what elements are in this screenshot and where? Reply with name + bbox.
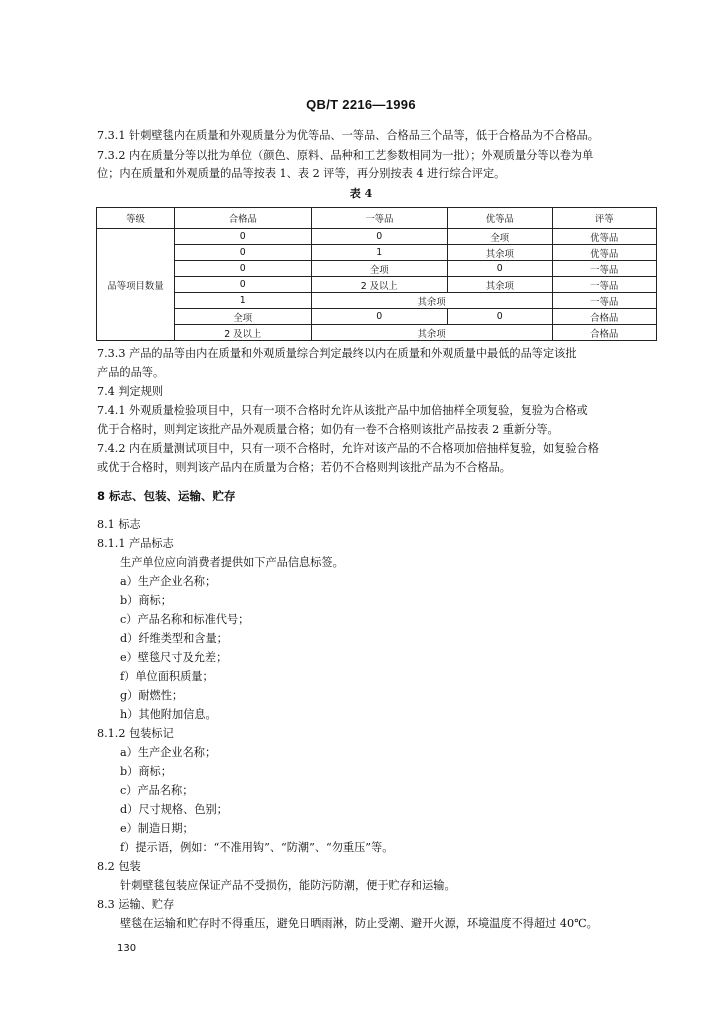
grade-cell: 一等品 <box>552 277 657 293</box>
table-cell: 全项 <box>448 229 552 245</box>
table-cell: 0 <box>175 245 312 261</box>
list-item: f）单位面积质量； <box>120 670 214 683</box>
list-item: a）生产企业名称； <box>120 575 217 588</box>
table-cell: 0 <box>311 229 448 245</box>
table-row <box>97 309 657 325</box>
table-cell: 其余项 <box>448 245 552 261</box>
row-label-cell: 品等项目数量 <box>97 229 175 341</box>
table-row <box>97 261 657 277</box>
clause-7-4-1-line1: 7.4.1 外观质量检验项目中，只有一项不合格时允许从该批产品中加倍抽样全项复验，复验为合格或 <box>97 404 588 417</box>
merged-cell: 其余项 <box>311 293 552 309</box>
grade-cell: 合格品 <box>552 325 657 341</box>
clause-7-4-2-line1: 7.4.2 内在质量测试项目中，只有一项不合格时，允许对该产品的不合格项加倍抽样复验，如复验合格 <box>97 442 599 455</box>
table-cell: 0 <box>448 309 552 325</box>
grading-table <box>96 207 657 341</box>
table-cell: 全项 <box>175 309 312 325</box>
table-cell: 0 <box>311 309 448 325</box>
page-number: 130 <box>117 943 137 954</box>
header-cell: 合格品 <box>175 208 312 229</box>
table-cell: 1 <box>175 293 312 309</box>
table-cell: 2 及以上 <box>311 277 448 293</box>
standard-code-header: QB/T 2216—1996 <box>306 97 416 112</box>
list-item: g）耐燃性； <box>120 689 184 702</box>
grade-cell: 合格品 <box>552 309 657 325</box>
clause-7-3-3-line2: 产品的品等。 <box>97 366 165 379</box>
header-cell: 等级 <box>97 208 175 229</box>
table-cell: 1 <box>311 245 448 261</box>
list-item: c）产品名称； <box>120 784 194 797</box>
grade-cell: 一等品 <box>552 261 657 277</box>
table-row <box>97 325 657 341</box>
table-cell: 0 <box>175 277 312 293</box>
table-row <box>97 229 657 245</box>
clause-8-2: 8.2 包装 <box>97 860 141 873</box>
packaging-text: 针刺壁毯包装应保证产品不受损伤，能防污防潮，便于贮存和运输。 <box>120 879 456 892</box>
table-cell: 0 <box>448 261 552 277</box>
clause-7-4-2-line2: 或优于合格时，则判该产品内在质量为合格；若仍不合格则判该批产品为不合格品。 <box>97 461 511 474</box>
list-item: b）商标； <box>120 765 172 778</box>
clause-8-1-1: 8.1.1 产品标志 <box>97 537 174 550</box>
clause-8-3: 8.3 运输、贮存 <box>97 898 175 911</box>
table-cell: 0 <box>175 229 312 245</box>
merged-cell: 其余项 <box>311 325 552 341</box>
list-item: a）生产企业名称； <box>120 746 217 759</box>
list-item: f）提示语，例如：“不准用钩”、“防潮”、“勿重压”等。 <box>120 841 394 854</box>
table-row <box>97 293 657 309</box>
list-item: h）其他附加信息。 <box>120 708 217 721</box>
grade-cell: 优等品 <box>552 229 657 245</box>
clause-7-3-3-line1: 7.3.3 产品的品等由内在质量和外观质量综合判定最终以内在质量和外观质量中最低的品等定该批 <box>97 347 577 360</box>
section-8-title: 8 标志、包装、运输、贮存 <box>97 489 236 503</box>
grade-cell: 优等品 <box>552 245 657 261</box>
list-item: b）商标； <box>120 594 172 607</box>
clause-7-3-2-line1: 7.3.2 内在质量分等以批为单位（颜色、原料、品种和工艺参数相同为一批）；外观质量分等以卷为单 <box>97 149 594 162</box>
clause-8-1-2: 8.1.2 包装标记 <box>97 727 174 740</box>
table-row <box>97 245 657 261</box>
clause-7-3-1: 7.3.1 针刺壁毯内在质量和外观质量分为优等品、一等品、合格品三个品等，低于合格品为不合格品。 <box>97 129 599 142</box>
clause-7-4: 7.4 判定规则 <box>97 385 164 398</box>
list-item: e）壁毯尺寸及允差； <box>120 651 228 664</box>
table-cell: 其余项 <box>448 277 552 293</box>
clause-7-4-1-line2: 优于合格时，则判定该批产品外观质量合格；如仍有一卷不合格则该批产品按表 2 重新分等。 <box>97 423 559 436</box>
clause-7-3-2-line2: 位；内在质量和外观质量的品等按表 1、表 2 评等，再分别按表 4 进行综合评定。 <box>97 167 506 180</box>
table-caption: 表 4 <box>349 187 373 200</box>
table-cell: 0 <box>175 261 312 277</box>
table-cell: 全项 <box>311 261 448 277</box>
list-item: c）产品名称和标准代号； <box>120 613 250 626</box>
product-label-intro: 生产单位应向消费者提供如下产品信息标签。 <box>120 556 344 569</box>
table-header-row <box>97 208 657 229</box>
clause-8-1: 8.1 标志 <box>97 518 141 531</box>
header-cell: 评等 <box>552 208 657 229</box>
grade-cell: 一等品 <box>552 293 657 309</box>
table-cell: 2 及以上 <box>175 325 312 341</box>
header-cell: 一等品 <box>311 208 448 229</box>
list-item: d）尺寸规格、色别； <box>120 803 228 816</box>
list-item: e）制造日期； <box>120 822 194 835</box>
header-cell: 优等品 <box>448 208 552 229</box>
list-item: d）纤维类型和含量； <box>120 632 228 645</box>
transport-storage-text: 壁毯在运输和贮存时不得重压，避免日晒雨淋，防止受潮、避开火源，环境温度不得超过 40℃。 <box>120 917 598 930</box>
table-row <box>97 277 657 293</box>
